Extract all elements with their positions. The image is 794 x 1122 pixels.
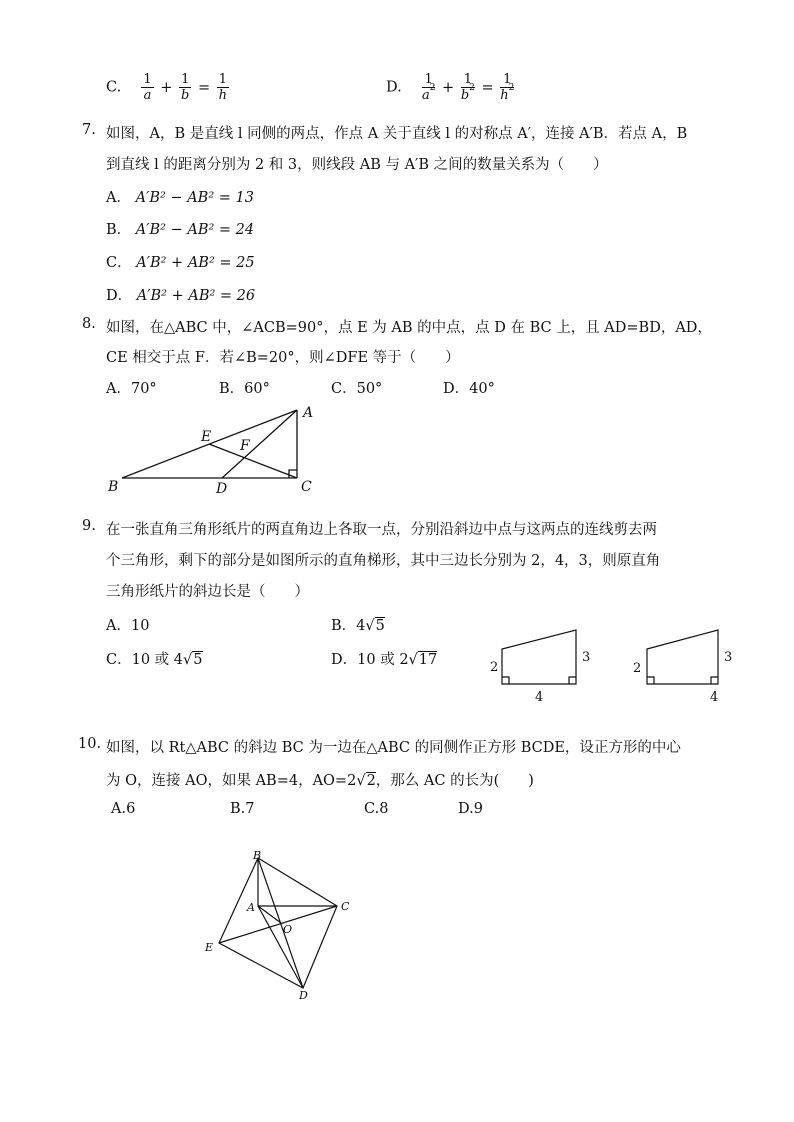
q9-stem-line1: 在一张直角三角形纸片的两直角边上各取一点，分别沿斜边中点与这两点的连线剪去两 [106, 522, 657, 538]
q7-option-d: D． A′B² + AB² = 26 [106, 288, 256, 304]
q10-number: 10. [78, 736, 102, 752]
fraction: $\frac{1}{a}$ [143, 72, 152, 103]
q9-trapezoid-figure-2 [628, 624, 740, 706]
q10-option-c: C.8 [364, 801, 389, 817]
q10-square-figure [200, 848, 365, 1003]
trapezoid [647, 630, 718, 684]
q8-stem-line1: 如图，在△ABC 中，∠ACB=90°，点 E 为 AB 的中点，点 D 在 BC 上，且 AD=BD，AD， [106, 320, 712, 336]
diagonal-ec [219, 906, 337, 943]
q10-option-d: D.9 [458, 801, 483, 817]
q7-stem-line1: 如图，A，B 是直线 l 同侧的两点，作点 A 关于直线 l 的对称点 A′，连接 A′B．若点 A，B [106, 126, 688, 142]
q7-stem-line2: 到直线 l 的距离分别为 2 和 3，则线段 AB 与 A′B 之间的数量关系为（ ） [106, 157, 608, 173]
q6-option-d: D. $\frac{1}{a^2}$ + $\frac{1}{b^2}$ = $\frac{1}{h^2}$ [386, 72, 515, 103]
q8-triangle-figure [100, 400, 330, 498]
q8-option-a: A．70° [106, 381, 157, 397]
label-e: E [205, 941, 214, 954]
q8-option-c: C．50° [331, 381, 383, 397]
q7-number: 7. [82, 122, 96, 138]
q9-stem-line3: 三角形纸片的斜边长是（ ） [106, 584, 309, 600]
q9-number: 9. [82, 518, 96, 534]
q10-stem-line1: 如图，以 Rt△ABC 的斜边 BC 为一边在△ABC 的同侧作正方形 BCDE，设正方形的中心 [106, 740, 681, 756]
fraction: $\frac{1}{h^2}$ [500, 72, 515, 103]
option-label: D. [386, 79, 402, 96]
side-right-label: 3 [582, 650, 591, 665]
label-b: B [253, 849, 262, 862]
right-angle-mark [647, 677, 654, 684]
q8-option-d: D．40° [443, 381, 495, 397]
side-bottom-label: 4 [535, 690, 544, 705]
q10-option-a: A.6 [111, 801, 136, 817]
right-angle-mark [502, 677, 509, 684]
label-f: F [240, 438, 250, 454]
label-c: C [341, 900, 350, 913]
q8-number: 8. [82, 316, 96, 332]
fraction: $\frac{1}{b}$ [181, 72, 190, 103]
q9-option-a: A．10 [106, 618, 150, 634]
fraction: $\frac{1}{b^2}$ [460, 72, 475, 103]
trapezoid [502, 630, 576, 684]
option-label: C. [106, 79, 122, 96]
side-right-label: 3 [724, 650, 733, 665]
q7-option-b: B． A′B² − AB² = 24 [106, 222, 255, 238]
q8-option-b: B．60° [219, 381, 270, 397]
label-c: C [301, 479, 312, 495]
q7-option-c: C． A′B² + AB² = 25 [106, 255, 255, 271]
q10-option-b: B.7 [230, 801, 255, 817]
q10-stem-line2: 为 O，连接 AO，如果 AB=4，AO=2√2，那么 AC 的长为( ) [106, 773, 534, 789]
label-a: A [303, 405, 314, 421]
q9-option-d: D．10 或 2√17 [331, 652, 438, 668]
fraction: $\frac{1}{h}$ [218, 72, 228, 103]
label-b: B [108, 479, 119, 495]
q6-option-c: C. $\frac{1}{a}$ + $\frac{1}{b}$ = $\frac{1}{h}$ [106, 72, 228, 103]
q9-stem-line2: 个三角形，剩下的部分是如图所示的直角梯形，其中三边长分别为 2，4，3，则原直角 [106, 553, 661, 569]
fraction: $\frac{1}{a^2}$ [421, 72, 436, 103]
q9-option-c: C．10 或 4√5 [106, 652, 203, 668]
label-e: E [201, 429, 212, 445]
label-o: O [283, 923, 293, 936]
label-a: A [247, 901, 255, 914]
q9-trapezoid-figure-1 [486, 624, 598, 706]
label-d: D [216, 481, 228, 497]
right-angle-mark [569, 677, 576, 684]
side-left-label: 2 [633, 661, 642, 676]
q9-option-b: B．4√5 [331, 618, 385, 634]
right-angle-mark [711, 677, 718, 684]
q8-stem-line2: CE 相交于点 F．若∠B=20°，则∠DFE 等于（ ） [106, 350, 460, 366]
label-d: D [299, 989, 308, 1002]
q7-option-a: A． A′B² − AB² = 13 [106, 190, 254, 206]
side-left-label: 2 [490, 660, 499, 675]
side-bottom-label: 4 [710, 690, 719, 705]
segment-ad [222, 410, 297, 478]
square-bcde [219, 858, 337, 988]
